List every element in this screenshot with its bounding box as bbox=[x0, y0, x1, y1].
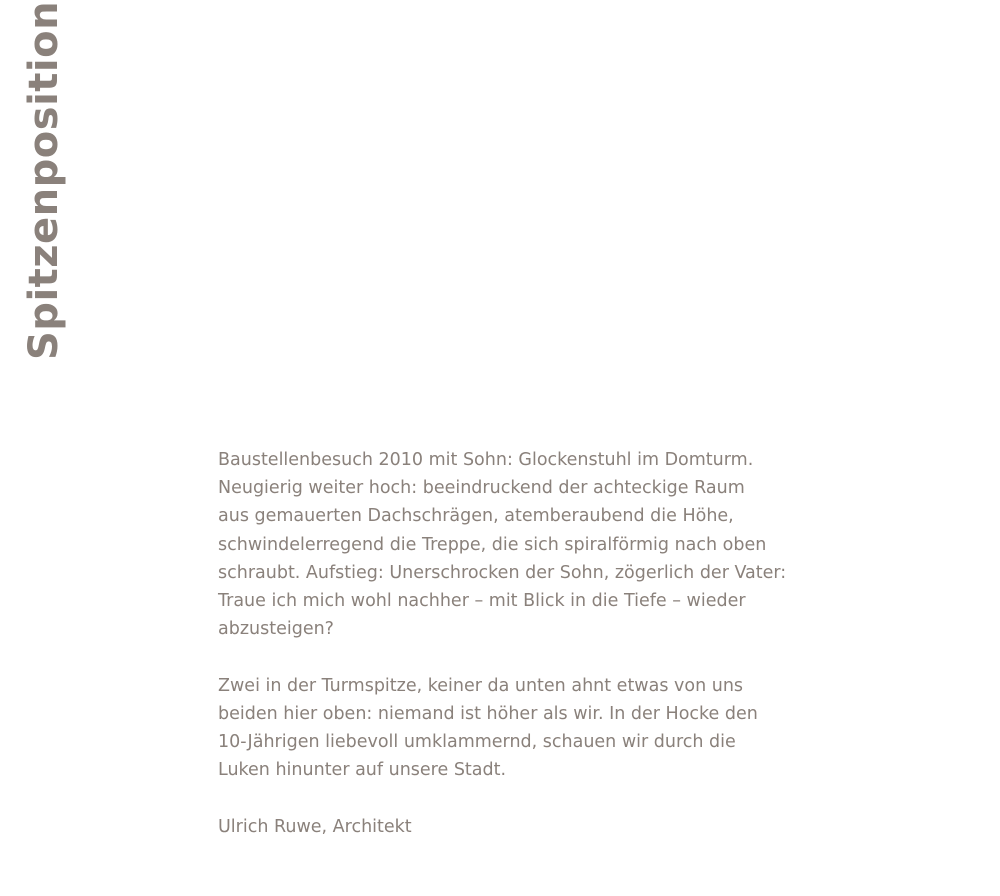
paragraph-1 bbox=[218, 446, 858, 643]
paragraph-spacer bbox=[218, 784, 858, 812]
text-line: Luken hinunter auf unsere Stadt. bbox=[218, 760, 507, 781]
text-line: schwindelerregend die Treppe, die sich spiralförmig nach oben bbox=[218, 534, 767, 555]
text-line: beiden hier oben: niemand ist höher als wir. In der Hocke den bbox=[218, 703, 758, 724]
text-line: aus gemauerten Dachschrägen, atemberaubend die Höhe, bbox=[218, 506, 734, 527]
text-line: Baustellenbesuch 2010 mit Sohn: Glockenstuhl im Domturm. bbox=[218, 450, 754, 470]
paragraph-2 bbox=[218, 672, 858, 785]
text-line: schraubt. Aufstieg: Unerschrocken der Sohn, zögerlich der Vater: bbox=[218, 562, 787, 583]
text-line: Neugierig weiter hoch: beeindruckend der achteckige Raum bbox=[218, 478, 745, 499]
author-signature: Ulrich Ruwe, Architekt bbox=[218, 816, 412, 837]
article-text bbox=[218, 446, 858, 841]
text-line: Traue ich mich wohl nachher – mit Blick in die Tiefe – wieder bbox=[218, 591, 746, 612]
page-title: Spitzenposition bbox=[21, 0, 67, 360]
paragraph-spacer bbox=[218, 643, 858, 671]
text-line: 10-Jährigen liebevoll umklammernd, schauen wir durch die bbox=[218, 732, 736, 753]
text-line: abzusteigen? bbox=[218, 619, 334, 640]
text-line: Zwei in der Turmspitze, keiner da unten ahnt etwas von uns bbox=[218, 675, 744, 696]
